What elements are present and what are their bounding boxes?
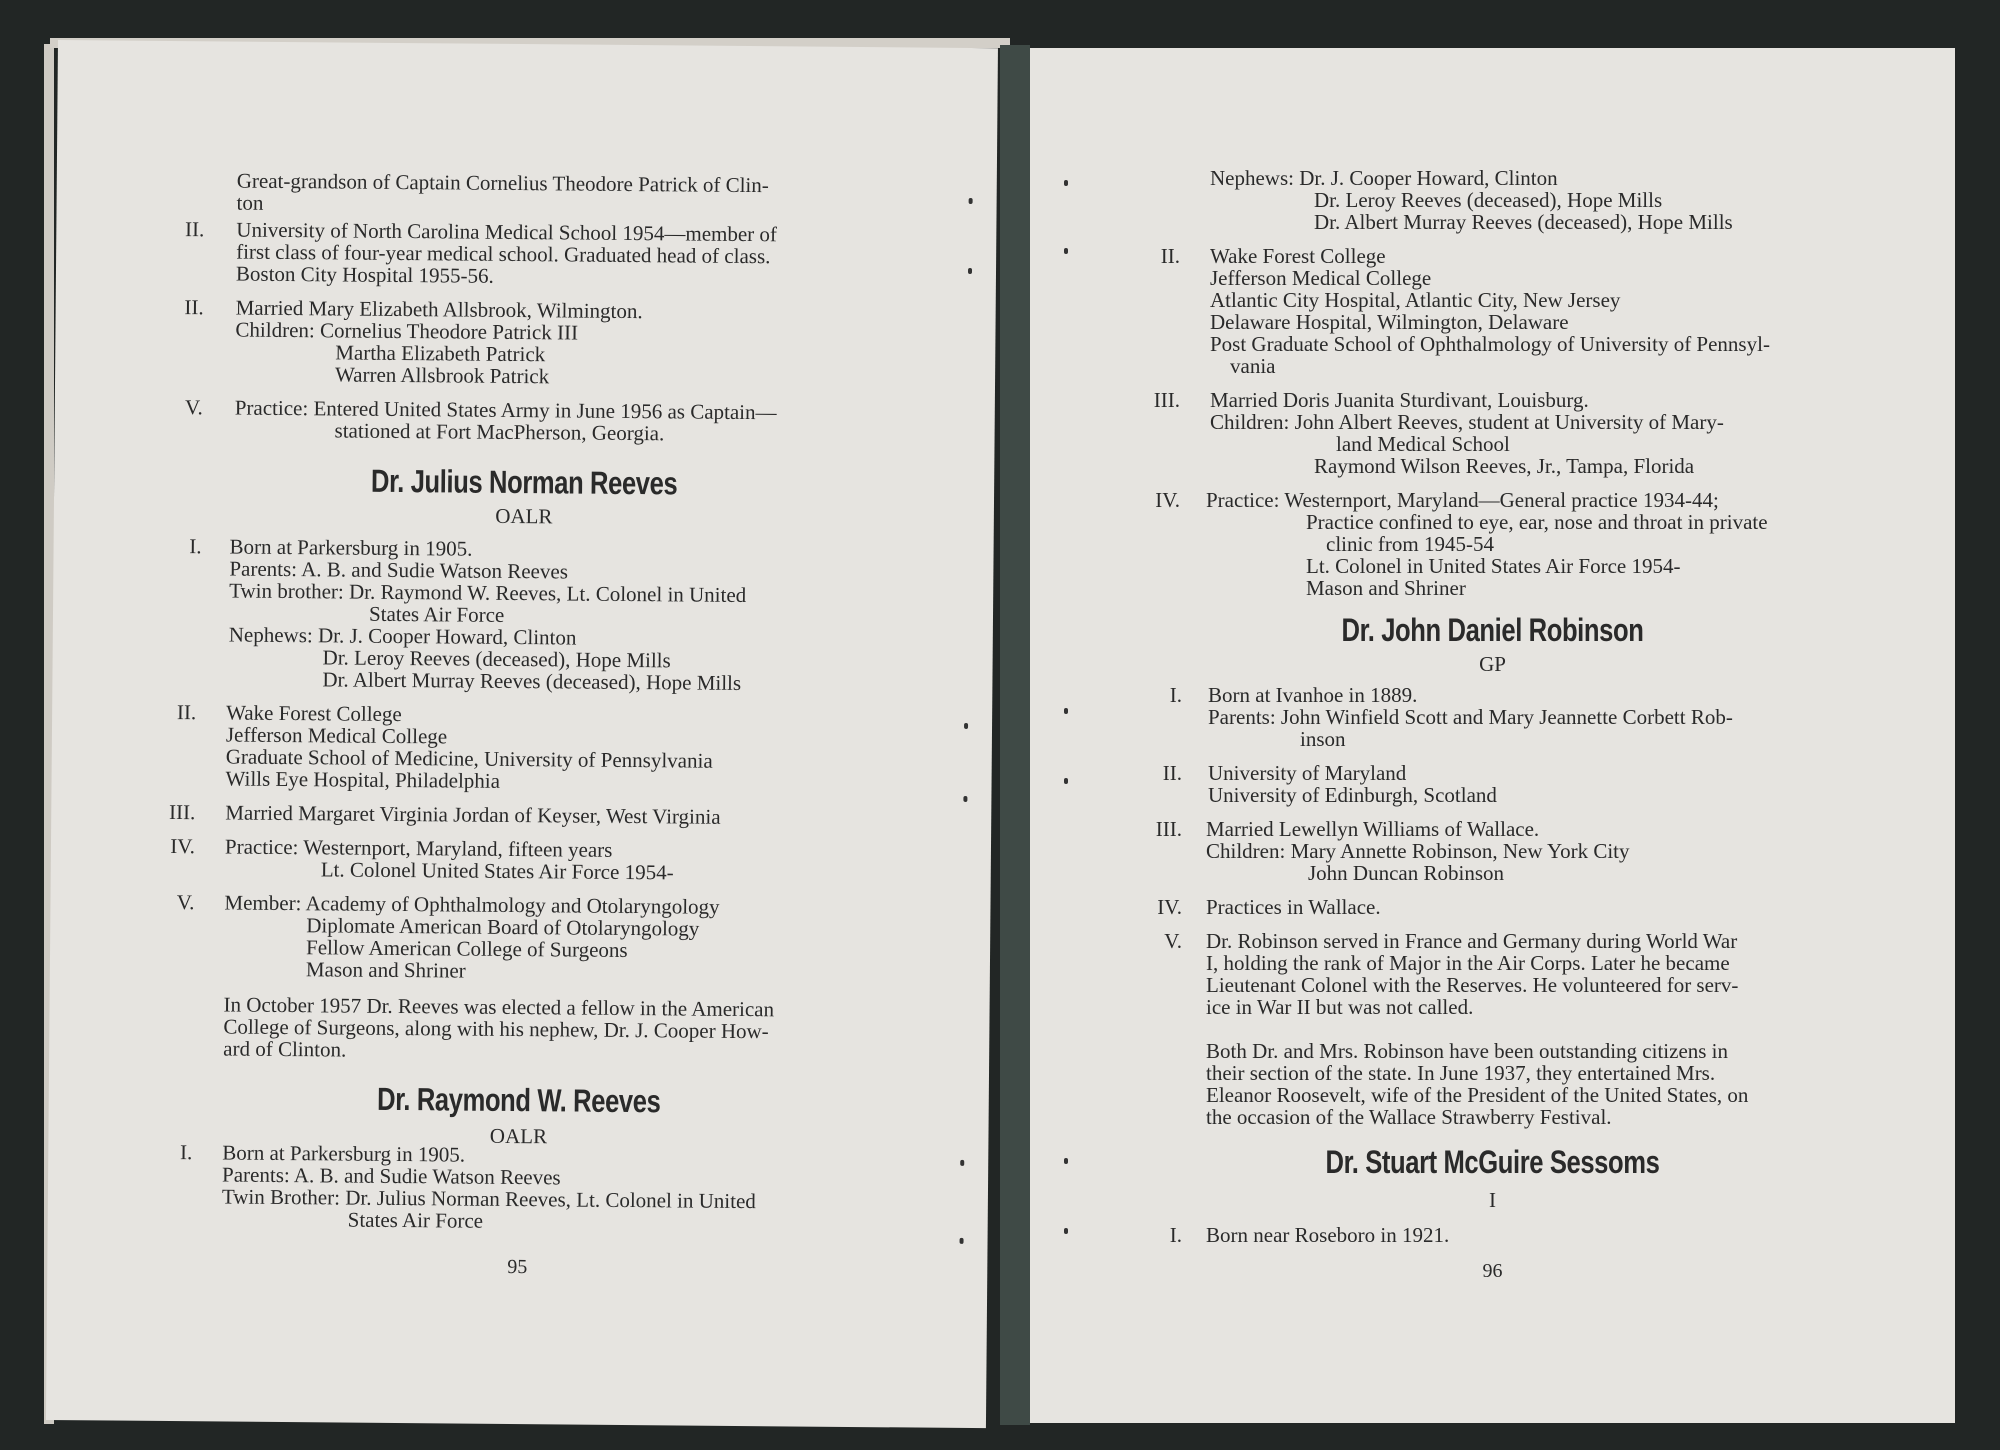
text-line: Children: Mary Annette Robinson, New York City [1206,839,1630,863]
text-line: John Duncan Robinson [1308,861,1504,885]
text-line: Post Graduate School of Ophthalmology of University of Pennsyl- [1210,332,1770,356]
text-line: Children: John Albert Reeves, student at University of Mary- [1210,410,1724,434]
roman-numeral: V. [176,890,195,915]
binding-hole [1064,248,1068,254]
text-line: Born at Ivanhoe in 1889. [1208,683,1418,707]
text-line: Wake Forest College [226,700,402,727]
text-line: States Air Force [347,1207,484,1233]
roman-numeral: II. [1160,244,1180,268]
binding-hole [1064,1228,1068,1234]
text-line: Parents: John Winfield Scott and Mary Jeannette Corbett Rob- [1208,705,1733,729]
text-line: Fellow American College of Surgeons [305,935,628,963]
text-line: Children: Cornelius Theodore Patrick III [235,317,579,345]
binding-hole [960,1160,964,1166]
text-line: I, holding the rank of Major in the Air Corps. Later he became [1206,951,1730,975]
roman-numeral: V. [1164,929,1182,953]
page-number: 96 [1482,1260,1503,1282]
text-line: Great-grandson of Captain Cornelius Theodore Patrick of Clin- [236,168,769,198]
text-line: inson [1300,727,1346,751]
roman-numeral: II. [1162,761,1182,785]
text-line: Born at Parkersburg in 1905. [229,534,473,561]
text-line: Lieutenant Colonel with the Reserves. He volunteered for serv- [1206,973,1739,997]
text-line: Dr. Albert Murray Reeves (deceased), Hope Mills [1314,210,1733,234]
text-line: ton [236,190,264,215]
text-line: Married Doris Juanita Sturdivant, Louisburg. [1210,388,1589,412]
text-line: Warren Allsbrook Patrick [334,362,550,389]
text-line: Parents: A. B. and Sudie Watson Reeves [229,556,569,584]
text-line: University of North Carolina Medical School 1954—member of [236,217,778,247]
text-line: stationed at Fort MacPherson, Georgia. [334,418,665,446]
text-line: land Medical School [1336,432,1510,456]
text-line: Nephews: Dr. J. Cooper Howard, Clinton [228,622,577,650]
text-line: Twin Brother: Dr. Julius Norman Reeves, Lt. Colonel in United [221,1184,756,1214]
specialty-label: OALR [489,1123,548,1149]
roman-numeral: II. [184,295,204,320]
binding-hole [969,198,973,204]
text-line: the occasion of the Wallace Strawberry Festival. [1206,1105,1612,1129]
text-line: University of Edinburgh, Scotland [1208,783,1497,807]
section-heading: Dr. Raymond W. Reeves [376,1080,661,1120]
roman-numeral: I. [1169,683,1182,707]
binding-hole [968,268,972,274]
text-line: Jefferson Medical College [1210,266,1432,290]
text-line: first class of four-year medical school. Graduated head of class. [236,239,771,269]
binding-hole [1064,1158,1068,1164]
text-line: Wake Forest College [1210,244,1386,268]
text-line: Both Dr. and Mrs. Robinson have been outstanding citizens in [1206,1039,1729,1063]
text-line: Married Margaret Virginia Jordan of Keyser, West Virginia [225,800,721,829]
section-heading: Dr. John Daniel Robinson [1341,612,1644,648]
text-line: Born near Roseboro in 1921. [1206,1223,1450,1247]
roman-numeral: IV. [170,834,196,859]
text-line: States Air Force [368,601,505,627]
binding-hole [1064,778,1068,784]
text-line: Practice: Westernport, Maryland—General practice 1934-44; [1206,488,1719,512]
binding-hole [960,1238,964,1244]
text-line: Eleanor Roosevelt, wife of the President of the United States, on [1206,1083,1749,1107]
roman-numeral: III. [168,799,196,825]
text-line: Dr. Leroy Reeves (deceased), Hope Mills [1314,188,1663,212]
page-number: 95 [507,1255,528,1279]
specialty-label: OALR [495,503,553,529]
text-line: Graduate School of Medicine, University of Pennsylvania [225,744,713,773]
text-line: University of Maryland [1208,761,1407,785]
roman-numeral: I. [189,534,202,559]
specialty-label: I [1489,1188,1496,1212]
text-line: Delaware Hospital, Wilmington, Delaware [1210,310,1569,334]
text-line: Practice confined to eye, ear, nose and throat in private [1306,510,1768,534]
left-page [46,40,998,1428]
text-line: Martha Elizabeth Patrick [335,340,546,367]
text-line: Lt. Colonel United States Air Force 1954- [320,857,674,885]
text-line: Mason and Shriner [1306,576,1466,600]
text-line: Atlantic City Hospital, Atlantic City, New Jersey [1210,288,1621,312]
binding-hole [1064,708,1068,714]
text-line: Member: Academy of Ophthalmology and Otolaryngology [224,890,720,919]
text-line: Practice: Entered United States Army in June 1956 as Captain— [234,395,777,425]
section-heading: Dr. Julius Norman Reeves [370,462,678,502]
text-line: Diplomate American Board of Otolaryngology [306,913,700,941]
binding-hole [964,723,968,729]
section-heading: Dr. Stuart McGuire Sessoms [1325,1144,1660,1180]
right-page [1030,48,1955,1423]
text-line: In October 1957 Dr. Reeves was elected a fellow in the American [223,992,775,1022]
text-line: Dr. Robinson served in France and Germany during World War [1206,929,1738,953]
roman-numeral: I. [1169,1223,1182,1247]
text-line: Practice: Westernport, Maryland, fifteen years [224,834,613,862]
specialty-label: GP [1479,652,1506,676]
text-line: Wills Eye Hospital, Philadelphia [225,766,501,793]
roman-numeral: II. [184,217,205,242]
text-line: Dr. Albert Murray Reeves (deceased), Hope Mills [322,667,742,695]
text-line: Dr. Leroy Reeves (deceased), Hope Mills [322,645,671,673]
text-line: College of Surgeons, along with his nephew, Dr. J. Cooper How- [223,1014,769,1044]
book-spine [1000,45,1030,1425]
text-line: Boston City Hospital 1955-56. [235,261,494,288]
text-line: clinic from 1945-54 [1326,532,1494,556]
text-line: Nephews: Dr. J. Cooper Howard, Clinton [1210,166,1558,190]
text-line: Parents: A. B. and Sudie Watson Reeves [222,1162,561,1190]
text-line: Jefferson Medical College [225,722,448,749]
text-line: ard of Clinton. [223,1036,347,1062]
text-line: vania [1230,354,1276,378]
text-line: Practices in Wallace. [1206,895,1381,919]
text-line: Mason and Shriner [305,957,466,983]
roman-numeral: I. [179,1140,193,1165]
roman-numeral: IV. [1155,488,1180,512]
roman-numeral: II. [176,700,197,725]
text-line: ice in War II but was not called. [1206,995,1474,1019]
text-line: Lt. Colonel in United States Air Force 1954- [1306,554,1681,578]
text-line: Twin brother: Dr. Raymond W. Reeves, Lt. Colonel in United [229,578,747,608]
binding-hole [1064,180,1068,186]
text-line: Married Mary Elizabeth Allsbrook, Wilmington. [235,295,643,324]
roman-numeral: III. [1153,388,1180,412]
text-line: Raymond Wilson Reeves, Jr., Tampa, Florida [1314,454,1695,478]
text-line: Born at Parkersburg in 1905. [222,1140,466,1167]
roman-numeral: V. [184,395,203,420]
text-line: their section of the state. In June 1937, they entertained Mrs. [1206,1061,1716,1085]
binding-hole [963,796,967,802]
text-line: Married Lewellyn Williams of Wallace. [1206,817,1540,841]
roman-numeral: IV. [1157,895,1182,919]
roman-numeral: III. [1155,817,1182,841]
